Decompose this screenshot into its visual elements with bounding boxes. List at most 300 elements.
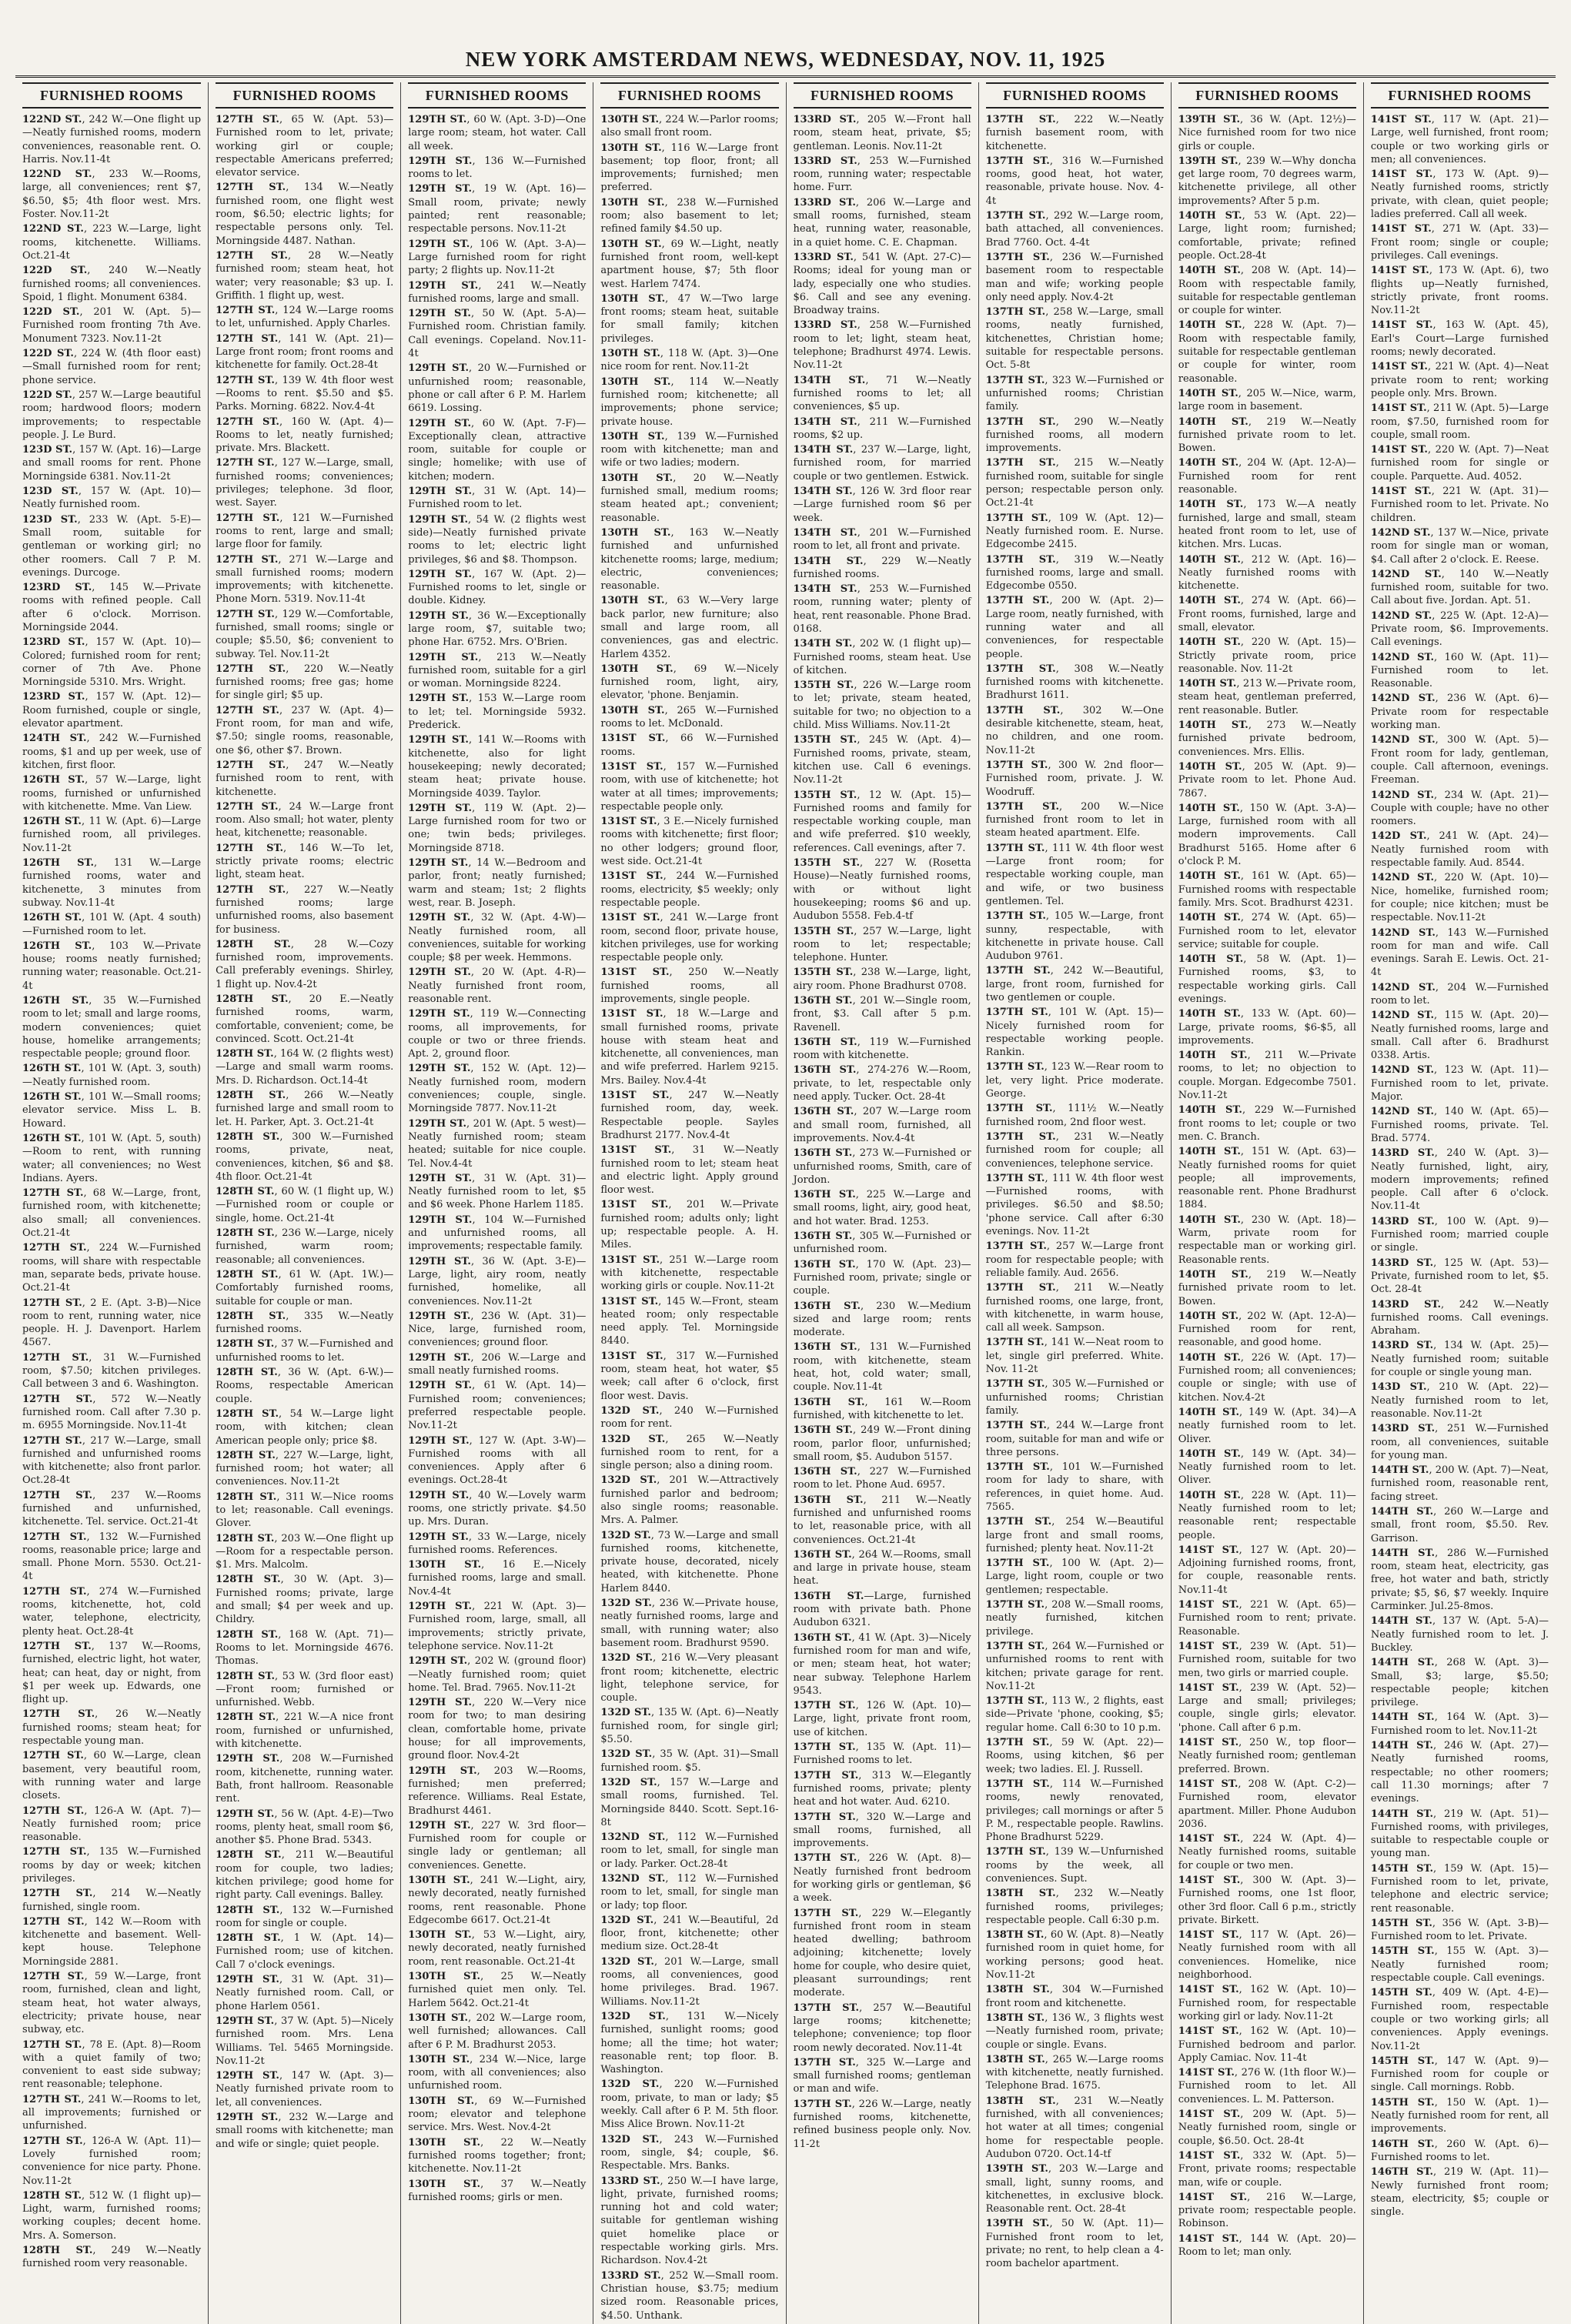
classified-ad: 130TH ST., 53 W.—Light, airy, newly decorated, neatly furnished room, rent reasonable. Oct.21-4t [408,1929,587,1968]
classified-ad: 127TH ST., 28 W.—Neatly furnished room; steam heat, hot water; very reasonable; $3 up. I. Griffith. 1 flight up, west. [216,249,394,302]
classified-ad: 130TH ST., 139 W.—Furnished room with kitchenette; man and wife or two ladies; modern. [600,430,779,469]
classified-ad: 138TH ST., 231 W.—Neatly furnished, with all conveniences; hot water at all times; congenial home for respectable people. Audubon 0720. Oct.14-tf [985,2095,1164,2160]
classified-ad: 132D ST., 73 W.—Large and small furnished rooms, kitchenette, private house, decorated, nicely heated, with kitchenette. Phone Harlem 8440. [600,1529,779,1594]
classified-ad: 140TH ST., 149 W. (Apt. 34)—A neatly furnished room to let. Oliver. [1178,1406,1356,1445]
classified-ad: 137TH ST., 292 W.—Large room, bath attached, all conveniences. Brad 7760. Oct. 4-4t [985,210,1164,249]
classified-ad: 137TH ST., 200 W. (Apt. 2)—Large room, neatly furnished, with running water and all conveniences, for respectable people. [985,595,1164,660]
classified-ad: 129TH ST., 213 W.—Neatly furnished room, suitable for a girl or woman. Morningside 8224. [408,651,587,690]
classified-ad: 144TH ST., 260 W.—Large and small, front room, $5.50. Rev. Garrison. [1370,1505,1549,1544]
classified-ad: 129TH ST., 208 W.—Furnished room, kitchenette, running water. Bath, front hallroom. Reasonable rent. [216,1753,394,1805]
classified-ad: 130TH ST., 69 W.—Furnished room; elevator and telephone service. Mrs. West. Nov.4-2t [408,2095,587,2134]
classified-ad: 129TH ST., 167 W. (Apt. 2)—Furnished rooms to let, single or double. Kidney. [408,568,587,607]
classified-ad: 143RD ST., 134 W. (Apt. 25)—Neatly furnished room; suitable for couple or single young man. [1370,1340,1549,1379]
classified-ad: 132ND ST., 112 W.—Furnished room to let, small, for single man or lady; top floor. [600,1873,779,1912]
classified-ad: 138TH ST., 304 W.—Furnished front room and kitchenette. [985,1984,1164,2009]
classified-ad: 128TH ST., 221 W.—A nice front room, furnished or unfurnished, with kitchenette. [216,1711,394,1751]
classified-ad: 129TH ST., 32 W. (Apt. 4-W)—Neatly furnished room, all conveniences, suitable for working couple; $8 per week. Hemmons. [408,912,587,964]
classified-ad: 136TH ST.—Large, furnished room with private bath. Phone Audubon 6321. [793,1590,971,1629]
classified-ad: 127TH ST., 241 W.—Rooms to let, all improvements; furnished or unfurnished. [22,2093,202,2132]
classified-ad: 135TH ST., 245 W. (Apt. 4)—Furnished rooms, private, steam, kitchen use. Call 6 evenings. Nov.11-2t [793,734,971,786]
classified-ad: 137TH ST., 290 W.—Neatly furnished rooms, all modern improvements. [985,416,1164,455]
classified-ad: 140TH ST., 202 W. (Apt. 12-A)—Furnished room for rent, reasonable, and good home. [1178,1310,1356,1349]
classified-ad: 128TH ST., 300 W.—Furnished rooms, private, neat, conveniences, kitchen, $6 and $8. 4th floor. Oct.21-4t [216,1130,394,1183]
classified-ad: 122D ST., 257 W.—Large beautiful room; hardwood floors; modern improvements; to respectable people. J. Le Burd. [22,389,202,441]
classified-ad: 122ND ST., 223 W.—Large, light rooms, kitchenette. Williams. Oct.21-4t [22,223,202,262]
classified-ad: 137TH ST., 123 W.—Rear room to let, very light. Price moderate. George. [985,1061,1164,1100]
classified-ad: 140TH ST., 230 W. (Apt. 18)—Warm, private room for respectable man or working girl. Reasonable rents. [1178,1214,1356,1266]
classified-ad: 129TH ST., 33 W.—Large, nicely furnished rooms. References. [408,1531,587,1556]
classified-ad: 127TH ST., 129 W.—Comfortable, furnished, small rooms; single or couple; $5.50, $6; convenient to subway. Tel. Nov.11-2t [216,608,394,660]
classified-ad: 141ST ST., 209 W. (Apt. 5)—Neatly furnished room, single or couple, $6.50. Oct. 28-4t [1178,2109,1356,2147]
classified-ad: 136TH ST., 207 W.—Large room and small room, furnished, all improvements. Nov.4-4t [793,1106,971,1144]
classified-ad: 144TH ST., 286 W.—Furnished room, steam heat, electricity, gas free, hot water and bath, strictly private; $5, $6, $7 weekly. Inquire Carminker. Jul.25-8mos. [1370,1547,1549,1613]
classified-ad: 136TH ST., 273 W.—Furnished or unfurnished rooms, Smith, care of Jordon. [793,1147,971,1186]
classified-ad: 136TH ST., 305 W.—Furnished or unfurnished room. [793,1230,971,1256]
classified-ad: 143D ST., 210 W. (Apt. 22)—Neatly furnished room to let, reasonable. Nov.11-2t [1370,1381,1549,1420]
masthead: NEW YORK AMSTERDAM NEWS, WEDNESDAY, NOV. 11, 1925 [15,48,1556,78]
classified-ad: 144TH ST., 219 W. (Apt. 51)—Furnished rooms, with privileges, suitable to respectable couple or young man. [1370,1808,1549,1860]
classified-ad: 141ST ST., 163 W. (Apt. 45), Earl's Court—Large furnished rooms; newly decorated. [1370,319,1549,359]
classified-ad: 132D ST., 241 W.—Beautiful, 2d floor, front, kitchenette; other medium size. Oct.28-4t [600,1914,779,1953]
classified-ad: 133RD ST., 258 W.—Furnished room to let; light, steam heat, telephone; Bradhurst 4974. Lewis. Nov.11-2t [793,319,971,372]
classified-ad: 141ST ST., 162 W. (Apt. 10)—Furnished bedroom and parlor. Apply Camiac. Nov. 11-4t [1178,2025,1356,2064]
classified-ad: 126TH ST., 101 W.—Small rooms; elevator service. Miss L. B. Howard. [22,1091,202,1130]
classified-ad: 139TH ST., 239 W.—Why doncha get large room, 70 degrees warm, kitchenette privilege, all other improvements? After 5 p.m. [1178,155,1356,207]
classified-ad: 141ST ST., 239 W. (Apt. 51)—Furnished room, suitable for two men, two girls or married couple. [1178,1640,1356,1679]
classified-ad: 129TH ST., 50 W. (Apt. 5-A)—Furnished room. Christian family. Call evenings. Copeland. Nov.11-4t [408,308,587,360]
classified-ad: 127TH ST., 217 W.—Large, small furnished and unfurnished rooms with kitchenette; also front parlor. Oct.28-4t [22,1434,202,1487]
classified-ad: 140TH ST., 211 W.—Private rooms, to let; no objection to couple. Morgan. Edgecombe 7501. Nov.11-2t [1178,1050,1356,1102]
classified-ad: 137TH ST., 111 W. 4th floor west—Furnished rooms, with privileges. $6.50 and $8.50; 'phone service. Call after 6:30 evenings. Nov. 11-2t [985,1172,1164,1238]
classified-ad: 129TH ST., 127 W. (Apt. 3-W)—Furnished rooms with all conveniences. Apply after 6 evenings. Oct.28-4t [408,1434,587,1487]
classified-ad: 126TH ST., 35 W.—Furnished room to let; small and large rooms, modern conveniences; quiet house, homelike arrangements; respectable people; ground floor. [22,995,202,1060]
classified-ad: 145TH ST., 356 W. (Apt. 3-B)—Furnished room to let. Private. [1370,1917,1549,1943]
classified-ad: 130TH ST., 20 W.—Neatly furnished small, medium rooms; steam heated apt.; convenient; reasonable. [600,472,779,524]
classified-ad: 140TH ST., 229 W.—Furnished front rooms to let; couple or two men. C. Branch. [1178,1104,1356,1143]
classified-ad: 130TH ST., 22 W.—Neatly furnished rooms together; front; kitchenette. Nov.11-2t [408,2136,587,2175]
classified-ad: 140TH ST., 204 W. (Apt. 12-A)—Furnished room for rent reasonable. [1178,457,1356,496]
classified-ad: 135TH ST., 227 W. (Rosetta House)—Neatly furnished rooms, with or without light housekeeping; rooms $6 and up. Audubon 5558. Feb.4-tf [793,857,971,923]
classified-ad: 123RD ST., 145 W.—Private rooms with refined people. Call after 6 o'clock. Morrison. Morningside 2044. [22,582,202,633]
classified-ad: 137TH ST., 300 W. 2nd floor—Furnished room, private. J. W. Woodruff. [985,759,1164,798]
classified-ad: 122D ST., 224 W. (4th floor east)—Small furnished room for rent; phone service. [22,348,202,386]
classified-ad: 134TH ST., 253 W.—Furnished room, running water; plenty of heat, rent reasonable. Phone Brad. 0168. [793,583,971,635]
classified-ad: 137TH ST., 254 W.—Beautiful large front and small rooms, furnished; plenty heat. Nov.11-2t [985,1516,1164,1554]
classified-ad: 127TH ST., 220 W.—Neatly furnished rooms; free gas; home for single girl; $5 up. [216,663,394,702]
classified-ad: 127TH ST., 26 W.—Neatly furnished rooms; steam heat; for respectable young man. [22,1708,202,1748]
classified-ad: 142D ST., 241 W. (Apt. 24)—Neatly furnished room with respectable family. Aud. 8544. [1370,830,1549,870]
classified-ad: 133RD ST., 253 W.—Furnished room, running water; respectable home. Furr. [793,155,971,194]
classified-ad: 123D ST., 233 W. (Apt. 5-E)—Small room, suitable for gentleman or working girl; no other roomers. Call 7 P. M. evenings. Durcoge. [22,513,202,579]
classified-ad: 132D ST., 201 W.—Large, small rooms, all conveniences, good home privileges. Brad. 1967. Williams. Nov.11-2t [600,1955,779,2008]
classified-ad: 137TH ST., 302 W.—One desirable kitchenette, steam, heat, no children, and one room. Nov.11-2t [985,704,1164,756]
classified-ad: 129TH ST., 206 W.—Large and small neatly furnished rooms. [408,1351,587,1377]
classified-ad: 142ND ST., 204 W.—Furnished room to let. [1370,981,1549,1007]
classified-ad: 127TH ST., 65 W. (Apt. 53)—Furnished room to let, private; working girl or couple; respectable Americans preferred; elevator service. [216,114,394,179]
classified-ad: 132D ST., 216 W.—Very pleasant front room; kitchenette, electric light, telephone service, for couple. [600,1652,779,1705]
classified-ad: 136TH ST., 230 W.—Medium sized and large room; rents moderate. [793,1300,971,1339]
classified-ad: 127TH ST., 572 W.—Neatly furnished room. Call after 7.30 p. m. 6955 Morningside. Nov.11-4t [22,1393,202,1432]
classified-ad: 128TH ST., 211 W.—Beautiful room for couple, two ladies; kitchen privilege; good home for right party. Call evenings. Balley. [216,1849,394,1902]
classified-ad: 127TH ST., 134 W.—Neatly furnished room, one flight west room, $6.50; electric lights; for respectable persons only. Tel. Morningside 4487. Nathan. [216,182,394,247]
classified-ad: 146TH ST., 260 W. (Apt. 6)—Furnished rooms to let. [1370,2138,1549,2163]
classified-ad: 136TH ST., 249 W.—Front dining room, parlor floor, unfurnished; small room, $5. Audubon 5157. [793,1424,971,1463]
classified-ad: 137TH ST., 135 W. (Apt. 11)—Furnished rooms to let. [793,1741,971,1767]
classified-ad: 137TH ST., 308 W.—Neatly furnished rooms with kitchenette. Bradhurst 1611. [985,663,1164,702]
classified-ad: 127TH ST., 126-A W. (Apt. 7)—Neatly furnished room; price reasonable. [22,1805,202,1844]
classified-ad: 130TH ST., 202 W.—Large room, well furnished; allowances. Call after 6 P. M. Bradhurst 2053. [408,2012,587,2051]
classified-ad: 137TH ST., 242 W.—Beautiful, large, front room, furnished for two gentlemen or couple. [985,965,1164,1003]
classified-ad: 129TH ST., 36 W. (Apt. 3-E)—Large, light, airy room, neatly furnished, homelike, all conveniences. Nov.11-2t [408,1255,587,1307]
classified-ad: 137TH ST., 316 W.—Furnished rooms, good heat, hot water, reasonable, private house. Nov. 4-4t [985,155,1164,207]
classified-ad: 141ST ST., 211 W. (Apt. 5)—Large room, $7.50, furnished room for couple, small room. [1370,402,1549,441]
classified-ad: 140TH ST., 205 W.—Nice, warm, large room in basement. [1178,387,1356,413]
classified-ad: 141ST ST., 117 W. (Apt. 26)—Neatly furnished room with all conveniences. Homelike, nice neighborhood. [1178,1929,1356,1982]
classified-ad: 130TH ST., 69 W.—Nicely furnished room, light, airy, elevator, 'phone. Benjamin. [600,663,779,702]
classified-ad: 130TH ST., 265 W.—Furnished rooms to let. McDonald. [600,704,779,730]
classified-ad: 136TH ST., 264 W.—Rooms, small and large in private house, steam heat. [793,1548,971,1588]
classified-ad: 127TH ST., 139 W. 4th floor west—Rooms to rent. $5.50 and $5. Parks. Morning. 6822. Nov.4-4t [216,374,394,413]
classified-ad: 127TH ST., 237 W. (Apt. 4)—Front room, for man and wife, $7.50; single rooms, reasonable, one $6, other $7. Brown. [216,704,394,756]
column-heading: FURNISHED ROOMS [1178,82,1356,109]
classified-ad: 137TH ST., 231 W.—Neatly furnished room for couple; all conveniences, telephone service. [985,1130,1164,1170]
classified-ad: 143RD ST., 240 W. (Apt. 3)—Neatly furnished, light, airy, modern improvements; refined people. Call after 6 o'clock. Nov.11-4t [1370,1147,1549,1213]
classified-ad: 136TH ST., 225 W.—Large and small rooms, light, airy, good heat, and hot water. Brad. 1253. [793,1189,971,1227]
classified-ad: 137TH ST., 200 W.—Nice furnished front room to let in steam heated apartment. Elfe. [985,800,1164,840]
classified-ad: 140TH ST., 274 W. (Apt. 65)—Furnished room to let, elevator service; suitable for couple. [1178,912,1356,950]
classified-ad: 144TH ST., 268 W. (Apt. 3)—Small, $3; large, $5.50; respectable people; kitchen privilege. [1370,1657,1549,1709]
classified-ad: 137TH ST., 59 W. (Apt. 22)—Rooms, using kitchen, $6 per week; two ladies. El. J. Russell. [985,1737,1164,1775]
classified-ad: 140TH ST., 161 W. (Apt. 65)—Furnished rooms with respectable family. Mrs. Scot. Bradhurst 4231. [1178,870,1356,909]
classified-ad: 128TH ST., 53 W. (3rd floor east)—Front room; furnished or unfurnished. Webb. [216,1670,394,1709]
classified-ad: 137TH ST., 319 W.—Neatly furnished rooms, large and small. Edgecombe 0550. [985,553,1164,593]
column-2 [208,82,400,2324]
classified-ad: 130TH ST., 114 W.—Neatly furnished room; kitchenette; all improvements; phone service; private house. [600,376,779,428]
classified-ad: 140TH ST., 228 W. (Apt. 11)—Neatly furnished room to let; reasonable rent; respectable people. [1178,1489,1356,1541]
classified-ad: 142ND ST., 160 W. (Apt. 11)—Furnished room to let. Reasonable. [1370,651,1549,690]
classified-ad: 137TH ST., 229 W.—Elegantly furnished front room in steam heated dwelling; bathroom adjoining; kitchenette; lovely home for couple, who desire quiet, pleasant surroundings; rent moderate. [793,1907,971,1999]
classified-ad: 128TH ST., 36 W. (Apt. 6-W.)—Rooms, respectable American couple. [216,1367,394,1405]
classified-ad: 131ST ST., 241 W.—Large front room, second floor, private house, kitchen privileges, use for working respectable people only. [600,912,779,964]
classified-ad: 137TH ST., 101 W. (Apt. 15)—Nicely furnished room for respectable working people. Rankin. [985,1007,1164,1059]
classified-ad: 140TH ST., 149 W. (Apt. 34)—Neatly furnished room to let. Oliver. [1178,1447,1356,1487]
classified-ad: 129TH ST., 20 W. (Apt. 4-R)—Neatly furnished front room, reasonable rent. [408,967,587,1005]
classified-ad: 137TH ST., 226 W.—Large, neatly furnished rooms, kitchenette, refined business people only. Nov. 11-2t [793,2098,971,2150]
classified-ad: 141ST ST., 117 W. (Apt. 21)—Large, well furnished, front room; couple or two working girls or men; all conveniences. [1370,114,1549,165]
classified-ad: 127TH ST., 247 W.—Neatly furnished room to rent, with kitchenette. [216,759,394,798]
classified-ad: 137TH ST., 114 W.—Furnished rooms, newly renovated, privileges; call mornings or after 5 P. M., respectable people. Rawlins. Phone Bradhurst 5229. [985,1778,1164,1844]
column-heading: FURNISHED ROOMS [1371,82,1549,109]
classified-ad: 128TH ST., 249 W.—Neatly furnished room very reasonable. [22,2245,202,2270]
classified-ad: 130TH ST., 241 W.—Light, airy, newly decorated, neatly furnished rooms, rent reasonable. Phone Edgecombe 6617. Oct.21-4t [408,1875,587,1926]
classified-ad: 135TH ST., 238 W.—Large, light, airy room. Phone Bradhurst 0708. [793,967,971,992]
classified-ad: 141ST ST., 224 W. (Apt. 4)—Neatly furnished rooms, suitable for couple or two men. [1178,1833,1356,1872]
classified-ad: 141ST ST., 208 W. (Apt. C-2)—Furnished room, elevator apartment. Miller. Phone Audubon 2036. [1178,1778,1356,1830]
classified-columns [15,82,1556,2322]
classified-ad: 140TH ST., 213 W.—Private room, steam heat, gentleman preferred, rent reasonable. Butler. [1178,678,1356,716]
classified-ad: 132D ST., 236 W.—Private house, neatly furnished rooms, large and small, with running water; also basement room. Bradhurst 9590. [600,1598,779,1649]
classified-ad: 141ST ST., 276 W. (1th floor W.)—Furnished room to let. All conveniences. L. M. Patterson. [1178,2067,1356,2105]
classified-ad: 137TH ST., 215 W.—Neatly furnished room, suitable for single person; respectable person only. Oct.21-4t [985,457,1164,509]
classified-ad: 145TH ST., 150 W. (Apt. 1)—Neatly furnished room for rent, all improvements. [1370,2096,1549,2135]
classified-ad: 124TH ST., 242 W.—Furnished rooms, $1 and up per week, use of kitchen, first floor. [22,733,202,771]
classified-ad: 128TH ST., 168 W. (Apt. 71)—Rooms to let. Morningside 4676. Thomas. [216,1628,394,1668]
classified-ad: 129TH ST., 36 W.—Exceptionally large room, $7, suitable two; phone Har. 6752. Mrs. O'Brien. [408,609,587,649]
classified-ad: 129TH ST., 19 W. (Apt. 16)—Small room, private; newly painted; rent reasonable; respectable persons. Nov.11-2t [408,183,587,235]
classified-ad: 140TH ST., 208 W. (Apt. 14)—Room with respectable family, suitable for respectable gentleman or couple for winter. [1178,265,1356,317]
classified-ad: 128TH ST., 227 W.—Large, light, furnished room; hot water; all conveniences. Nov.11-2t [216,1449,394,1488]
classified-ad: 140TH ST., 226 W. (Apt. 17)—Furnished room; all conveniences; couple or single; with use of kitchen. Nov.4-2t [1178,1351,1356,1404]
column-8 [1363,82,1556,2324]
classified-ad: 145TH ST., 147 W. (Apt. 9)—Furnished room for couple or single. Call mornings. Robb. [1370,2055,1549,2094]
classified-ad: 137TH ST., 113 W., 2 flights, east side—Private 'phone, cooking, $5; regular home. Call 6:30 to 10 p.m. [985,1695,1164,1734]
column-heading: FURNISHED ROOMS [986,82,1164,109]
classified-ad: 131ST ST., 244 W.—Furnished rooms, electricity, $5 weekly; only respectable people. [600,870,779,909]
classified-ad: 128TH ST., 1 W. (Apt. 14)—Furnished room; use of kitchen. Call 7 o'clock evenings. [216,1932,394,1971]
column-7 [1171,82,1363,2324]
classified-ad: 146TH ST., 219 W. (Apt. 11)—Newly furnished front room; steam, electricity, $5; couple or single. [1370,2166,1549,2219]
classified-ad: 137TH ST., 257 W.—Large front room for respectable people; with reliable family. Aud. 2656. [985,1240,1164,1279]
classified-ad: 131ST ST., 250 W.—Neatly furnished rooms, all improvements, single people. [600,967,779,1005]
classified-ad: 127TH ST., 271 W.—Large and small furnished rooms; modern improvements; with kitchenette. Phone Morn. 5319. Nov.11-4t [216,553,394,606]
classified-ad: 127TH ST., 137 W.—Rooms, furnished, electric light, hot water, heat; can heat, day or night, from $1 per week up. Edwards, one flight up. [22,1640,202,1706]
classified-ad: 127TH ST., 160 W. (Apt. 4)—Rooms to let, neatly furnished; private. Mrs. Blackett. [216,416,394,455]
classified-ad: 129TH ST., 202 W. (ground floor)—Neatly furnished room; quiet home. Tel. Brad. 7965. Nov.11-2t [408,1655,587,1694]
classified-ad: 137TH ST., 211 W.—Neatly furnished rooms, one large, front, with kitchenette, in warm house, call all week. Sampson. [985,1282,1164,1334]
classified-ad: 140TH ST., 133 W. (Apt. 60)—Large, private rooms, $6-$5, all improvements. [1178,1008,1356,1047]
classified-ad: 130TH ST., 238 W.—Furnished room; also basement to let; refined family $4.50 up. [600,196,779,235]
classified-ad: 141ST ST., 221 W. (Apt. 31)—Furnished room to let. Private. No children. [1370,486,1549,524]
classified-ad: 137TH ST., 258 W.—Large, small rooms, neatly furnished, kitchenettes, Christian home; suitable for respectable persons. Oct. 5-8t [985,306,1164,372]
classified-ad: 129TH ST., 153 W.—Large room to let; tel. Morningside 5932. Prederick. [408,693,587,732]
classified-ad: 137TH ST., 109 W. (Apt. 12)—Neatly furnished room. E. Nurse. Edgecombe 2415. [985,512,1164,551]
classified-ad: 140TH ST., 205 W. (Apt. 9)—Private room to let. Phone Aud. 7867. [1178,760,1356,800]
classified-ad: 134TH ST., 126 W. 3rd floor rear—Large furnished room $6 per week. [793,486,971,524]
classified-ad: 129TH ST., 147 W. (Apt. 3)—Neatly furnished private room to let, all conveniences. [216,2070,394,2109]
classified-ad: 131ST ST., 145 W.—Front, steam heated room; only respectable need apply. Tel. Morningside 8440. [600,1295,779,1347]
classified-ad: 130TH ST., 234 W.—Nice, large room, with all conveniences; also unfurnished room. [408,2053,587,2092]
classified-ad: 133RD ST., 252 W.—Small room. Christian house, $3.75; medium sized room. Reasonable prices, $4.50. Unthank. [600,2269,779,2322]
classified-ad: 141ST ST., 300 W. (Apt. 3)—Furnished rooms, one 1st floor, other 3rd floor. Call 6 p.m., strictly private. Birkett. [1178,1875,1356,1926]
classified-ad: 129TH ST., 220 W.—Very nice room for two; to man desiring clean, comfortable home, private house; for all improvements, ground floor. Nov.4-2t [408,1697,587,1762]
classified-ad: 130TH ST., 224 W.—Parlor rooms; also small front room. [600,114,779,139]
classified-ad: 137TH ST., 105 W.—Large, front sunny, respectable, with kitchenette in private house. Call Audubon 9761. [985,910,1164,963]
classified-ad: 141ST ST., 271 W. (Apt. 33)—Front room; single or couple; privileges. Call evenings. [1370,223,1549,262]
classified-ad: 131ST ST., 201 W.—Private furnished room; adults only; light up; respectable people. A. H. Miles. [600,1199,779,1251]
classified-ad: 140TH ST., 212 W. (Apt. 16)—Neatly furnished rooms with kitchenette. [1178,553,1356,593]
column-heading: FURNISHED ROOMS [22,82,201,109]
column-heading: FURNISHED ROOMS [408,82,586,109]
classified-ad: 130TH ST., 116 W.—Large front basement; top floor, front; all improvements; furnished; men preferred. [600,142,779,194]
classified-ad: 129TH ST., 201 W. (Apt. 5 west)—Neatly furnished room; steam heated; suitable for nice couple. Tel. Nov.4-4t [408,1117,587,1170]
classified-ad: 127TH ST., 78 E. (Apt. 8)—Room with a quiet family of two; convenient to east side subway; rent reasonable; telephone. [22,2039,202,2091]
classified-ad: 137TH ST., 236 W.—Furnished basement room to respectable man and wife; working people only need apply. Nov.4-2t [985,251,1164,303]
classified-ad: 127TH ST., 146 W.—To let, strictly private rooms; electric light, steam heat. [216,842,394,881]
classified-ad: 123D ST., 157 W. (Apt. 10)—Neatly furnished room. [22,486,202,511]
classified-ad: 127TH ST., 31 W.—Furnished room, $7.50; kitchen privileges. Call between 3 and 6. Washington. [22,1351,202,1391]
classified-ad: 137TH ST., 222 W.—Neatly furnish basement room, with kitchenette. [985,114,1164,152]
classified-ad: 126TH ST., 101 W. (Apt. 3, south)—Neatly furnished room. [22,1063,202,1088]
classified-ad: 122ND ST., 242 W.—One flight up—Neatly furnished rooms, modern conveniences, reasonable rent. O. Harris. Nov.11-4t [22,114,202,165]
classified-ad: 129TH ST., 227 W. 3rd floor—Furnished room for couple or single lady or gentleman; all conveniences. Genette. [408,1819,587,1872]
classified-ad: 137TH ST., 323 W.—Furnished or unfurnished rooms; Christian family. [985,374,1164,413]
classified-ad: 137TH ST., 305 W.—Furnished or unfurnished rooms; Christian family. [985,1378,1164,1417]
classified-ad: 141ST ST., 239 W. (Apt. 52)—Large and small; privileges; couple, single girls; elevator. 'phone. Call after 6 p.m. [1178,1681,1356,1734]
classified-ad: 128TH ST., 311 W.—Nice rooms to let; reasonable. Call evenings. Glover. [216,1491,394,1530]
classified-ad: 131ST ST., 157 W.—Furnished room, with use of kitchenette; hot water at all times; improvements; respectable people only. [600,760,779,813]
classified-ad: 128TH ST., 512 W. (1 flight up)—Light, warm, furnished rooms; working couples; decent home. Mrs. A. Somerson. [22,2189,202,2242]
classified-ad: 137TH ST., 141 W.—Neat room to let, single girl preferred. White. Nov. 11-2t [985,1337,1164,1376]
column-6 [978,82,1171,2324]
column-5 [786,82,978,2324]
classified-ad: 132D ST., 243 W.—Furnished room, single, $4; couple, $6. Respectable. Mrs. Banks. [600,2133,779,2172]
classified-ad: 143RD ST., 100 W. (Apt. 9)—Furnished room; married couple or single. [1370,1215,1549,1254]
classified-ad: 136TH ST., 119 W.—Furnished room with kitchenette. [793,1036,971,1062]
classified-ad: 138TH ST., 232 W.—Neatly furnished rooms, privileges; respectable people. Call 6:30 p.m. [985,1888,1164,1926]
classified-ad: 132D ST., 135 W. (Apt. 6)—Neatly furnished room, for single girl; $5.50. [600,1707,779,1746]
classified-ad: 137TH ST., 320 W.—Large and small rooms, furnished, all improvements. [793,1811,971,1850]
classified-ad: 142ND ST., 220 W. (Apt. 10)—Nice, homelike, furnished room; for couple; nice kitchen; must be respectable. Nov.11-2t [1370,872,1549,924]
classified-ad: 127TH ST., 68 W.—Large, front, furnished room, with kitchenette; also small; all conveniences. Oct.21-4t [22,1187,202,1240]
classified-ad: 137TH ST., 325 W.—Large and small furnished rooms; gentleman or man and wife. [793,2056,971,2095]
classified-ad: 130TH ST., 16 E.—Nicely furnished rooms, large and small. Nov.4-4t [408,1559,587,1598]
classified-ad: 134TH ST., 202 W. (1 flight up)—Furnished rooms, steam heat. Use of kitchen. [793,638,971,676]
classified-ad: 132D ST., 35 W. (Apt. 31)—Small furnished room. $5. [600,1748,779,1774]
classified-ad: 137TH ST., 126 W. (Apt. 10)—Large, light, private front room, use of kitchen. [793,1700,971,1738]
classified-ad: 136TH ST., 211 W.—Neatly furnished and unfurnished rooms to let, reasonable price, with all conveniences. Oct.21-4t [793,1494,971,1546]
classified-ad: 123D ST., 157 W. (Apt. 16)—Large and small rooms for rent. Phone Morningside 6381. Nov.11-2t [22,444,202,482]
classified-ad: 129TH ST., 54 W. (2 flights west side)—Neatly furnished private rooms to let; electric light privileges, $6 and $8. Thompson. [408,513,587,566]
classified-ad: 129TH ST., 203 W.—Rooms, furnished; men preferred; reference. Williams. Real Estate, Bradhurst 4461. [408,1765,587,1817]
classified-ad: 130TH ST., 163 W.—Neatly furnished and unfurnished kitchenette rooms; large, medium; electric, conveniences; reasonable. [600,526,779,593]
classified-ad: 129TH ST., 61 W. (Apt. 14)—Furnished room; conveniences; preferred respectable people. Nov.11-2t [408,1380,587,1432]
classified-ad: 127TH ST., 59 W.—Large, front room, furnished, clean and light, steam heat, hot water always, electricity; private house, near subway, etc. [22,1971,202,2036]
classified-ad: 145TH ST., 409 W. (Apt. 4-E)—Furnished room, respectable couple or two working girls; all conveniences. Apply evenings. Nov.11-2t [1370,1987,1549,2052]
classified-ad: 142ND ST., 140 W.—Neatly furnished room, suitable for two. Call about five. Jordan. Apt. 51. [1370,568,1549,607]
classified-ad: 141ST ST., 221 W. (Apt. 65)—Furnished room to rent; private. Reasonable. [1178,1599,1356,1638]
classified-ad: 132D ST., 265 W.—Neatly furnished room to rent, for a single person; also a dining room. [600,1433,779,1472]
classified-ad: 131ST ST., 251 W.—Large room with kitchenette, respectable working girls or couple. Nov.11-2t [600,1254,779,1293]
classified-ad: 141ST ST., 220 W. (Apt. 7)—Neat furnished room for single or couple. Parquette. Aud. 4052. [1370,444,1549,482]
classified-ad: 142ND ST., 115 W. (Apt. 20)—Neatly furnished rooms, large and small. Call after 6. Bradhurst 0338. Artis. [1370,1010,1549,1062]
classified-ad: 122D ST., 240 W.—Neatly furnished rooms; all conveniences. Spoid, 1 flight. Monument 6384. [22,265,202,303]
classified-ad: 141ST ST., 221 W. (Apt. 4)—Neat private room to rent; working people only. Mrs. Brown. [1370,361,1549,399]
classified-ad: 137TH ST., 264 W.—Furnished or unfurnished rooms to rent with kitchen; private garage for rent. Nov.11-2t [985,1640,1164,1692]
classified-ad: 134TH ST., 229 W.—Neatly furnished rooms. [793,555,971,580]
column-heading: FURNISHED ROOMS [600,82,778,109]
classified-ad: 135TH ST., 226 W.—Large room to let; private, steam heated, suitable for two; no objection to a child. Miss Williams. Nov.11-2t [793,680,971,732]
classified-ad: 139TH ST., 203 W.—Large and small, light, sunny rooms, and kitchenettes, in exclusive block. Reasonable rent. Oct. 28-4t [985,2163,1164,2215]
classified-ad: 128TH ST., 54 W.—Large light room, with kitchen; clean American people only; price $8. [216,1407,394,1447]
classified-ad: 128TH ST., 20 E.—Neatly furnished rooms, warm, comfortable, convenient; come, be convinced. Scott. Oct.21-4t [216,993,394,1045]
classified-ad: 128TH ST., 203 W.—One flight up—Room for a respectable person. $1. Mrs. Malcolm. [216,1532,394,1571]
classified-ad: 134TH ST., 237 W.—Large, light, furnished room, for married couple or two gentlemen. Estwick. [793,444,971,482]
classified-ad: 140TH ST., 58 W. (Apt. 1)—Furnished rooms, $3, to respectable working girls. Call evenings. [1178,953,1356,1005]
classified-ad: 140TH ST., 173 W.—A neatly furnished, large and small, steam heated front room to let, use of kitchen. Mrs. Lucas. [1178,499,1356,551]
classified-ad: 129TH ST., 40 W.—Lovely warm rooms, one strictly private. $4.50 up. Mrs. Duran. [408,1489,587,1528]
classified-ad: 129TH ST., 232 W.—Large and small rooms with kitchenette; man and wife or single; quiet people. [216,2112,394,2150]
classified-ad: 142ND ST., 234 W. (Apt. 21)—Couple with couple; have no other roomers. [1370,789,1549,828]
classified-ad: 129TH ST., 31 W. (Apt. 31)—Neatly furnished room to let, $5 and $6 week. Phone Harlem 1185. [408,1172,587,1211]
classified-ad: 143RD ST., 125 W. (Apt. 53)—Private, furnished room to let, $5. Oct. 28-4t [1370,1257,1549,1296]
classified-ad: 127TH ST., 124 W.—Large rooms to let, unfurnished. Apply Charles. [216,305,394,330]
classified-ad: 131ST ST., 247 W.—Neatly furnished room, day, week. Respectable people. Sayles Bradhurst 2177. Nov.4-4t [600,1090,779,1141]
classified-ad: 138TH ST., 60 W. (Apt. 8)—Neatly furnished room in quiet home, for working persons; good heat. Nov.11-2t [985,1929,1164,1982]
classified-ad: 135TH ST., 257 W.—Large, light room to let; respectable; telephone. Hunter. [793,925,971,964]
classified-ad: 129TH ST., 152 W. (Apt. 12)—Neatly furnished room, modern conveniences; couple, single. Morningside 7877. Nov.11-2t [408,1063,587,1115]
classified-ad: 126TH ST., 101 W. (Apt. 4 south)—Furnished room to let. [22,912,202,937]
classified-ad: 143RD ST., 242 W.—Neatly furnished rooms. Call evenings. Abraham. [1370,1298,1549,1337]
classified-ad: 129TH ST., 221 W. (Apt. 3)—Furnished room, large, small, all improvements; strictly private, telephone service. Nov.11-2t [408,1601,587,1652]
classified-ad: 127TH ST., 214 W.—Neatly furnished, single room. [22,1888,202,1913]
classified-ad: 144TH ST., 246 W. (Apt. 27)—Neatly furnished rooms, respectable; no other roomers; call 11.30 mornings; after 7 evenings. [1370,1740,1549,1805]
classified-ad: 132D ST., 131 W.—Nicely furnished, sunlight rooms; good home; all the time; hot water; reasonable rent; top floor. B. Washington. [600,2010,779,2076]
classified-ad: 129TH ST., 106 W. (Apt. 3-A)—Large furnished room for right party; 2 flights up. Nov.11-2t [408,238,587,277]
column-heading: FURNISHED ROOMS [216,82,393,109]
classified-ad: 138TH ST., 265 W.—Large rooms with kitchenette, neatly furnished. Telephone Brad. 1675. [985,2053,1164,2092]
classified-ad: 122D ST., 201 W. (Apt. 5)—Furnished room fronting 7th Ave. Monument 7323. Nov.11-2t [22,306,202,345]
classified-ad: 131ST ST., 31 W.—Neatly furnished room to let; steam heat and electric light. Apply ground floor west. [600,1144,779,1197]
classified-ad: 128TH ST., 60 W. (1 flight up, W.)—Furnished room or couple or single, home. Oct.21-4t [216,1186,394,1224]
classified-ad: 137TH ST., 111½ W.—Neatly furnished room, 2nd floor west. [985,1103,1164,1128]
classified-ad: 142ND ST., 123 W. (Apt. 11)—Furnished room to let, private. Major. [1370,1064,1549,1104]
classified-ad: 127TH ST., 141 W. (Apt. 21)—Large front room; front rooms and kitchenette for family. Oct.28-4t [216,332,394,372]
classified-ad: 140TH ST., 220 W. (Apt. 15)—Strictly private room, price reasonable. Nov. 11-2t [1178,636,1356,675]
classified-ad: 128TH ST., 37 W.—Furnished and unfurnished rooms to let. [216,1338,394,1364]
classified-ad: 137TH ST., 208 W.—Small rooms, neatly furnished, kitchen privilege. [985,1599,1164,1638]
classified-ad: 140TH ST., 219 W.—Neatly furnished private room to let. Bowen. [1178,416,1356,455]
classified-ad: 129TH ST., 136 W.—Furnished rooms to let. [408,155,587,181]
classified-ad: 127TH ST., 237 W.—Rooms furnished and unfurnished, kitchenette. Tel. service. Oct.21-4t [22,1489,202,1528]
classified-ad: 128TH ST., 132 W.—Furnished room for single or couple. [216,1904,394,1929]
classified-ad: 134TH ST., 71 W.—Neatly furnished rooms to let; all conveniences, $5 up. [793,374,971,413]
classified-ad: 127TH ST., 24 W.—Large front room. Also small; hot water, plenty heat, kitchenette; reasonable. [216,800,394,840]
classified-ad: 131ST ST., 3 E.—Nicely furnished rooms with kitchenette; first floor; no other lodgers; ground floor, west side. Oct.21-4t [600,816,779,868]
classified-ad: 141ST ST., 144 W. (Apt. 20)—Room to let; man only. [1178,2232,1356,2259]
classified-ad: 136TH ST., 201 W.—Single room, front, $3. Call after 5 p.m. Ravenell. [793,995,971,1033]
classified-ad: 137TH ST., 226 W. (Apt. 8)—Neatly furnished front bedroom for working girls or gentleman, $6 a week. [793,1852,971,1905]
classified-ad: 130TH ST., 69 W.—Light, neatly furnished front room, well-kept apartment house, $7; 5th floor west. Harlem 7474. [600,238,779,290]
classified-ad: 129TH ST., 104 W.—Furnished and unfurnished rooms, all improvements; respectable family. [408,1214,587,1253]
classified-ad: 140TH ST., 150 W. (Apt. 3-A)—Large, furnished room with all modern improvements. Call Bradhurst 5165. Home after 6 o'clock P. M. [1178,802,1356,868]
classified-ad: 136TH ST., 170 W. (Apt. 23)—Furnished room, private; single or couple. [793,1258,971,1297]
column-1 [15,82,208,2324]
classified-ad: 135TH ST., 12 W. (Apt. 15)—Furnished rooms and family for respectable working couple, man and wife preferred. $10 weekly, references. Call evenings, after 7. [793,789,971,854]
classified-ad: 141ST ST., 216 W.—Large, private room; respectable people. Robinson. [1178,2191,1356,2230]
classified-ad: 143RD ST., 251 W.—Furnished room, all conveniences, suitable for young man. [1370,1423,1549,1461]
classified-ad: 129TH ST., 31 W. (Apt. 14)—Furnished room to let. [408,486,587,511]
classified-ad: 123RD ST., 157 W. (Apt. 12)—Room furnished, couple or single, elevator apartment. [22,691,202,730]
classified-ad: 128TH ST., 61 W. (Apt. 1W.)—Comfortably furnished rooms, suitable for couple or man. [216,1268,394,1307]
classified-ad: 127TH ST., 126-A W. (Apt. 11)—Lovely furnished room; convenience for nice party. Phone. Nov.11-2t [22,2135,202,2187]
classified-ad: 140TH ST., 273 W.—Neatly furnished private bedroom, conveniences. Mrs. Ellis. [1178,720,1356,758]
classified-ad: 127TH ST., 127 W.—Large, small, furnished rooms; conveniences; privileges; telephone. 3d floor, west. Sayer. [216,457,394,509]
classified-ad: 126TH ST., 103 W.—Private house; rooms neatly furnished; running water; reasonable. Oct.21-4t [22,940,202,992]
classified-ad: 129TH ST., 20 W.—Furnished or unfurnished room; reasonable, phone or call after 6 P. M. Harlem 6619. Lossing. [408,362,587,415]
classified-ad: 128TH ST., 164 W. (2 flights west)—Large and small warm rooms. Mrs. D. Richardson. Oct.14-4t [216,1048,394,1087]
classified-ad: 128TH ST., 266 W.—Neatly furnished large and small room to let. H. Parker, Apt. 3. Oct.21-4t [216,1090,394,1128]
classified-ad: 129TH ST., 31 W. (Apt. 31)—Neatly furnished room. Call, or phone Harlem 0561. [216,1974,394,2012]
classified-ad: 140TH ST., 274 W. (Apt. 66)—Front rooms, furnished, large and small, elevator. [1178,595,1356,633]
classified-ad: 129TH ST., 236 W. (Apt. 31)—Nice, large, furnished room, conveniences; ground floor. [408,1310,587,1349]
classified-ad: 137TH ST., 244 W.—Large front room, suitable for man and wife or three persons. [985,1420,1164,1458]
classified-ad: 142ND ST., 225 W. (Apt. 12-A)—Private room, $6. Improvements. Call evenings. [1370,609,1549,649]
classified-ad: 131ST ST., 18 W.—Large and small furnished rooms, private house with steam heat and kitchenette, all conveniences, man and wife preferred. Harlem 9215. Mrs. Bailey. Nov.4-4t [600,1008,779,1087]
classified-ad: 140TH ST., 53 W. (Apt. 22)—Large, light room; furnished; comfortable, private; refined people. Oct.28-4t [1178,210,1356,262]
classified-ad: 132D ST., 240 W.—Furnished room for rent. [600,1404,779,1431]
classified-ad: 130TH ST., 37 W.—Neatly furnished rooms; girls or men. [408,2178,587,2203]
classified-ad: 129TH ST., 241 W.—Neatly furnished rooms, large and small. [408,279,587,305]
